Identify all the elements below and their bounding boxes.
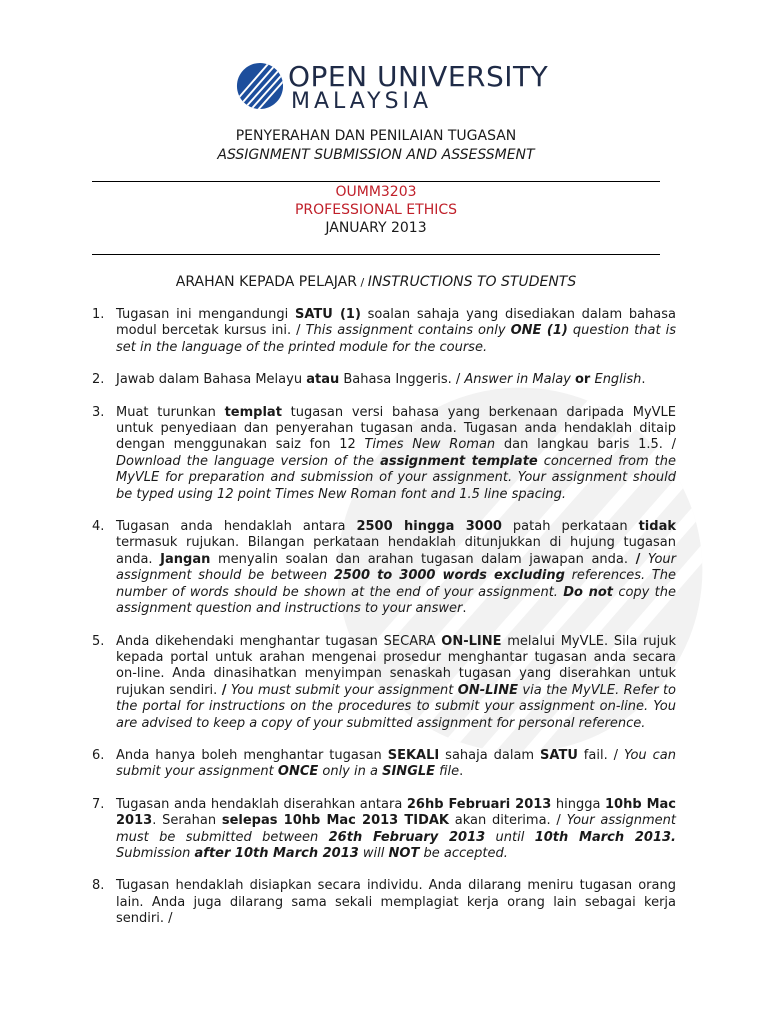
item-number: 2. (92, 372, 105, 388)
item-text: hingga (551, 796, 606, 812)
instruction-item (92, 307, 676, 356)
title-ms: PENYERAHAN DAN PENILAIAN TUGASAN (235, 128, 517, 144)
item-text: assignment template (380, 453, 538, 469)
item-text: SATU (540, 747, 578, 763)
semester: JANUARY 2013 (325, 220, 427, 236)
item-text: Download the language version of the (116, 453, 381, 469)
item-text: . (641, 372, 646, 388)
item-text: You must submit your assignment (226, 682, 458, 698)
item-text: Your assignment should be between (116, 551, 676, 584)
item-text: or (575, 372, 591, 388)
item-text: melalui MyVLE. Sila rujuk kepada portal untuk arahan mengenai prosedur menghantar tugasan anda secara on-line. Anda dinasihatkan menyimpan senaskah tugasan yang diserahkan untuk rujukan sendiri. (116, 633, 676, 698)
course-name: PROFESSIONAL ETHICS (294, 202, 458, 218)
item-text: Do not (563, 584, 614, 600)
item-text: Anda hanya boleh menghantar tugasan (116, 747, 388, 763)
item-text: patah perkataan (501, 519, 639, 535)
item-text: selepas 10hb Mac 2013 TIDAK (221, 813, 449, 829)
item-text: SEKALI (387, 747, 440, 763)
logo-line1: OPEN UNIVERSITY (288, 60, 549, 93)
item-text: 2500 hingga 3000 (356, 519, 502, 535)
item-text: Bahasa Inggeris. / (339, 372, 465, 388)
heading-ms: ARAHAN KEPADA PELAJAR (175, 274, 357, 290)
item-number: 6. (92, 747, 105, 763)
item-text: SINGLE (382, 764, 436, 780)
heading-en: INSTRUCTIONS TO STUDENTS (367, 274, 577, 290)
item-text: Submission (116, 845, 195, 861)
item-text: 26hb Februari 2013 (406, 796, 552, 812)
item-text: English (590, 372, 642, 388)
item-text: / (635, 551, 641, 567)
item-text: 10th March 2013. (534, 829, 676, 845)
item-text: Jangan (160, 551, 211, 567)
item-text: termasuk rujukan. Bilangan perkataan hendaklah ditunjukkan di hujung tugasan anda. (116, 535, 676, 567)
divider (92, 181, 660, 182)
item-text: file (435, 764, 460, 780)
instruction-item (92, 878, 676, 927)
course-code: OUMM3203 (335, 184, 417, 200)
instruction-item (92, 405, 676, 503)
item-text: Answer in Malay (464, 372, 575, 388)
logo-line2: MALAYSIA (291, 89, 433, 114)
item-text: templat (224, 404, 282, 420)
item-text: This assignment contains only (305, 323, 511, 339)
item-text: NOT (388, 845, 420, 861)
item-text: tugasan versi bahasa yang berkenaan daripada MyVLE untuk penyediaan dan penyerahan tugasan anda. Tugasan anda hendaklah ditaip dengan menggunakan saiz fon 12 (116, 404, 676, 453)
item-text: be accepted. (419, 845, 508, 861)
item-text: sahaja dalam (439, 747, 541, 763)
oum-logo-icon (236, 62, 284, 110)
item-text: Anda dikehendaki menghantar tugasan SECARA (116, 633, 442, 649)
instruction-item (92, 634, 676, 732)
item-text: akan diterima. / (449, 813, 567, 829)
item-text: ONE (1) (510, 323, 568, 339)
title-en: ASSIGNMENT SUBMISSION AND ASSESSMENT (217, 147, 535, 163)
item-number: 3. (92, 404, 105, 420)
item-text: will (358, 845, 389, 861)
item-text: / (221, 682, 227, 698)
item-text: references. The number of words should be shown at the end of your assignment. (116, 568, 676, 600)
item-text: ON-LINE (457, 682, 519, 698)
item-text: Jawab dalam Bahasa Melayu (116, 372, 307, 388)
item-text: Tugasan anda hendaklah diserahkan antara (116, 796, 407, 812)
item-text: until (485, 829, 535, 845)
instruction-item (92, 748, 676, 781)
item-text: 10hb Mac 2013 (116, 796, 677, 829)
item-text: via the MyVLE. Refer to the portal for instructions on the procedures to submit your assignment on-line. You are advised to keep a copy of your submitted assignment for personal reference. (116, 682, 676, 731)
item-text: SATU (1) (295, 307, 361, 322)
instruction-item (92, 372, 676, 388)
item-text: dan langkau baris 1.5. / (495, 437, 677, 453)
item-text: soalan sahaja yang disediakan dalam bahasa modul bercetak kursus ini. / (116, 307, 677, 339)
item-text: menyalin soalan dan arahan tugasan dalam jawapan anda. (210, 551, 636, 567)
item-text: Tugasan ini mengandungi (116, 307, 295, 322)
item-text: ONCE (277, 764, 319, 780)
item-text: You can submit your assignment (116, 747, 676, 780)
item-text: 26th February 2013 (328, 829, 486, 845)
item-number: 4. (92, 519, 105, 535)
instructions-heading (92, 273, 660, 292)
item-number: 7. (92, 796, 105, 812)
item-text: Tugasan anda hendaklah antara (116, 519, 357, 535)
item-text: Your assignment must be submitted between (116, 813, 677, 845)
item-text: tidak (638, 519, 676, 535)
item-number: 5. (92, 633, 105, 649)
item-text: . (459, 764, 464, 780)
item-text: atau (306, 372, 340, 388)
item-text: only in a (318, 764, 383, 780)
instruction-item (92, 519, 676, 617)
item-text: . Serahan (152, 813, 222, 829)
instruction-list (92, 307, 676, 944)
item-text: 2500 to 3000 words excluding (333, 568, 565, 584)
item-text: Tugasan hendaklah disiapkan secara individu. Anda dilarang meniru tugasan orang lain. Anda juga dilarang sama sekali memplagiat kerja orang lain sebagai kerja sendiri. / (116, 878, 676, 927)
item-text: after 10th March 2013 (194, 845, 359, 861)
item-text: Muat turunkan (116, 404, 225, 420)
item-text: fail. / (577, 747, 624, 763)
item-text: question that is set in the language of the printed module for the course. (116, 323, 676, 355)
item-text: copy the assignment question and instructions to your answer (116, 584, 676, 617)
divider (92, 254, 660, 255)
item-text: concerned from the MyVLE for preparation and submission of your assignment. Your assignment should be typed using 12 point Times New Roman font and 1.5 line spacing. (116, 453, 676, 502)
item-text: . (462, 601, 467, 617)
item-number: 8. (92, 878, 105, 894)
heading-sep: / (356, 276, 368, 289)
instruction-item (92, 797, 676, 863)
item-text: Times New Roman (364, 437, 496, 453)
item-text: ON-LINE (441, 633, 502, 649)
item-number: 1. (92, 307, 105, 322)
